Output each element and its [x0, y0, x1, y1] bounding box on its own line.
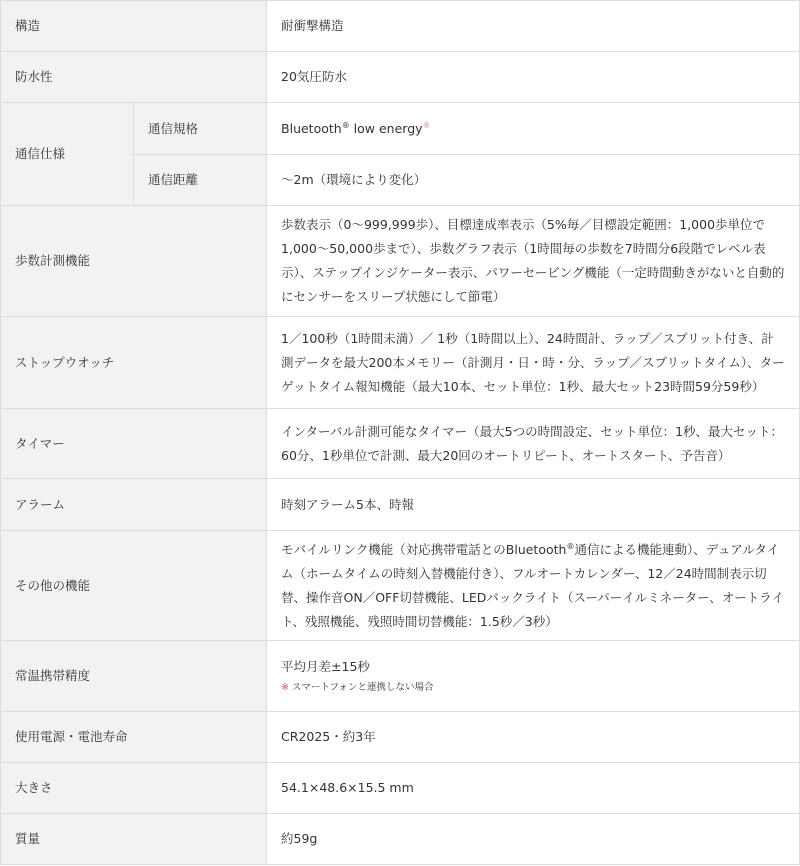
- spec-label: 防水性: [1, 52, 267, 103]
- spec-label: アラーム: [1, 479, 267, 531]
- spec-label: 常温携帯精度: [1, 641, 267, 712]
- spec-value: 歩数表示（0～999,999歩）、目標達成率表示（5%毎／目標設定範囲：1,000歩単位で1,000～50,000歩まで）、歩数グラフ表示（1時間毎の歩数を7時間分6段階でレベル表示）、ステップインジケーター表示、パワーセービング機能（一定時間動きがないと自動的にセンサーをスリープ状態にして節電）: [267, 206, 800, 317]
- spec-row-power: [1, 712, 800, 763]
- spec-value: [267, 531, 800, 641]
- spec-row-steps: [1, 206, 800, 317]
- spec-value: 54.1×48.6×15.5 mm: [267, 763, 800, 814]
- spec-value: 時刻アラーム5本、時報: [267, 479, 800, 531]
- spec-label: 通信仕様: [1, 103, 134, 206]
- spec-value: 20気圧防水: [267, 52, 800, 103]
- spec-label: タイマー: [1, 409, 267, 479]
- spec-label: 使用電源・電池寿命: [1, 712, 267, 763]
- spec-sublabel: 通信距離: [134, 155, 267, 206]
- spec-value: 約59g: [267, 814, 800, 865]
- spec-label: 歩数計測機能: [1, 206, 267, 317]
- value-text: 通信による機能連動）、デュアルタイム（ホームタイムの時刻入替機能付き）、フルオートカレンダー、12／24時間制表示切替、操作音ON／OFF切替機能、LEDバックライト（スーパーイルミネーター、オートライト、残照機能、残照時間切替機能：1.5秒／3秒）: [281, 541, 784, 629]
- spec-row-other: [1, 531, 800, 641]
- note-mark: ※: [281, 682, 289, 693]
- spec-value: CR2025・約3年: [267, 712, 800, 763]
- footnote: [281, 679, 785, 697]
- spec-row-alarm: [1, 479, 800, 531]
- spec-row-stopwatch: [1, 317, 800, 409]
- spec-value: [267, 103, 800, 155]
- spec-row-comm-standard: [1, 103, 800, 155]
- value-text: モバイルリンク機能（対応携帯電話とのBluetooth: [281, 541, 567, 557]
- spec-value: ～2m（環境により変化）: [267, 155, 800, 206]
- registered-mark: ®: [341, 120, 350, 130]
- value-text: 平均月差±15秒: [281, 659, 370, 674]
- spec-value: 耐衝撃構造: [267, 1, 800, 52]
- spec-sublabel: 通信規格: [134, 103, 267, 155]
- spec-row-water: [1, 52, 800, 103]
- spec-label: 構造: [1, 1, 267, 52]
- spec-row-timer: [1, 409, 800, 479]
- spec-value: [267, 641, 800, 712]
- value-text: low energy: [349, 120, 423, 136]
- spec-value: インターバル計測可能なタイマー（最大5つの時間設定、セット単位：1秒、最大セット：60分、1秒単位で計測、最大20回のオートリピート、オートスタート、予告音）: [267, 409, 800, 479]
- spec-row-structure: [1, 1, 800, 52]
- spec-value: 1／100秒（1時間未満）／ 1秒（1時間以上）、24時間計、ラップ／スプリット付き、計測データを最大200本メモリー（計測月・日・時・分、ラップ／スプリットタイム）、ターゲットタイム報知機能（最大10本、セット単位：1秒、最大セット23時間59分59秒）: [267, 317, 800, 409]
- note-mark: ※: [422, 120, 431, 131]
- spec-row-weight: [1, 814, 800, 865]
- spec-label: その他の機能: [1, 531, 267, 641]
- spec-row-accuracy: [1, 641, 800, 712]
- registered-mark: ®: [566, 541, 575, 551]
- value-text: Bluetooth: [281, 120, 342, 136]
- footnote-text: スマートフォンと連携しない場合: [288, 682, 434, 693]
- spec-row-size: [1, 763, 800, 814]
- spec-label: 質量: [1, 814, 267, 865]
- spec-label: 大きさ: [1, 763, 267, 814]
- spec-label: ストップウオッチ: [1, 317, 267, 409]
